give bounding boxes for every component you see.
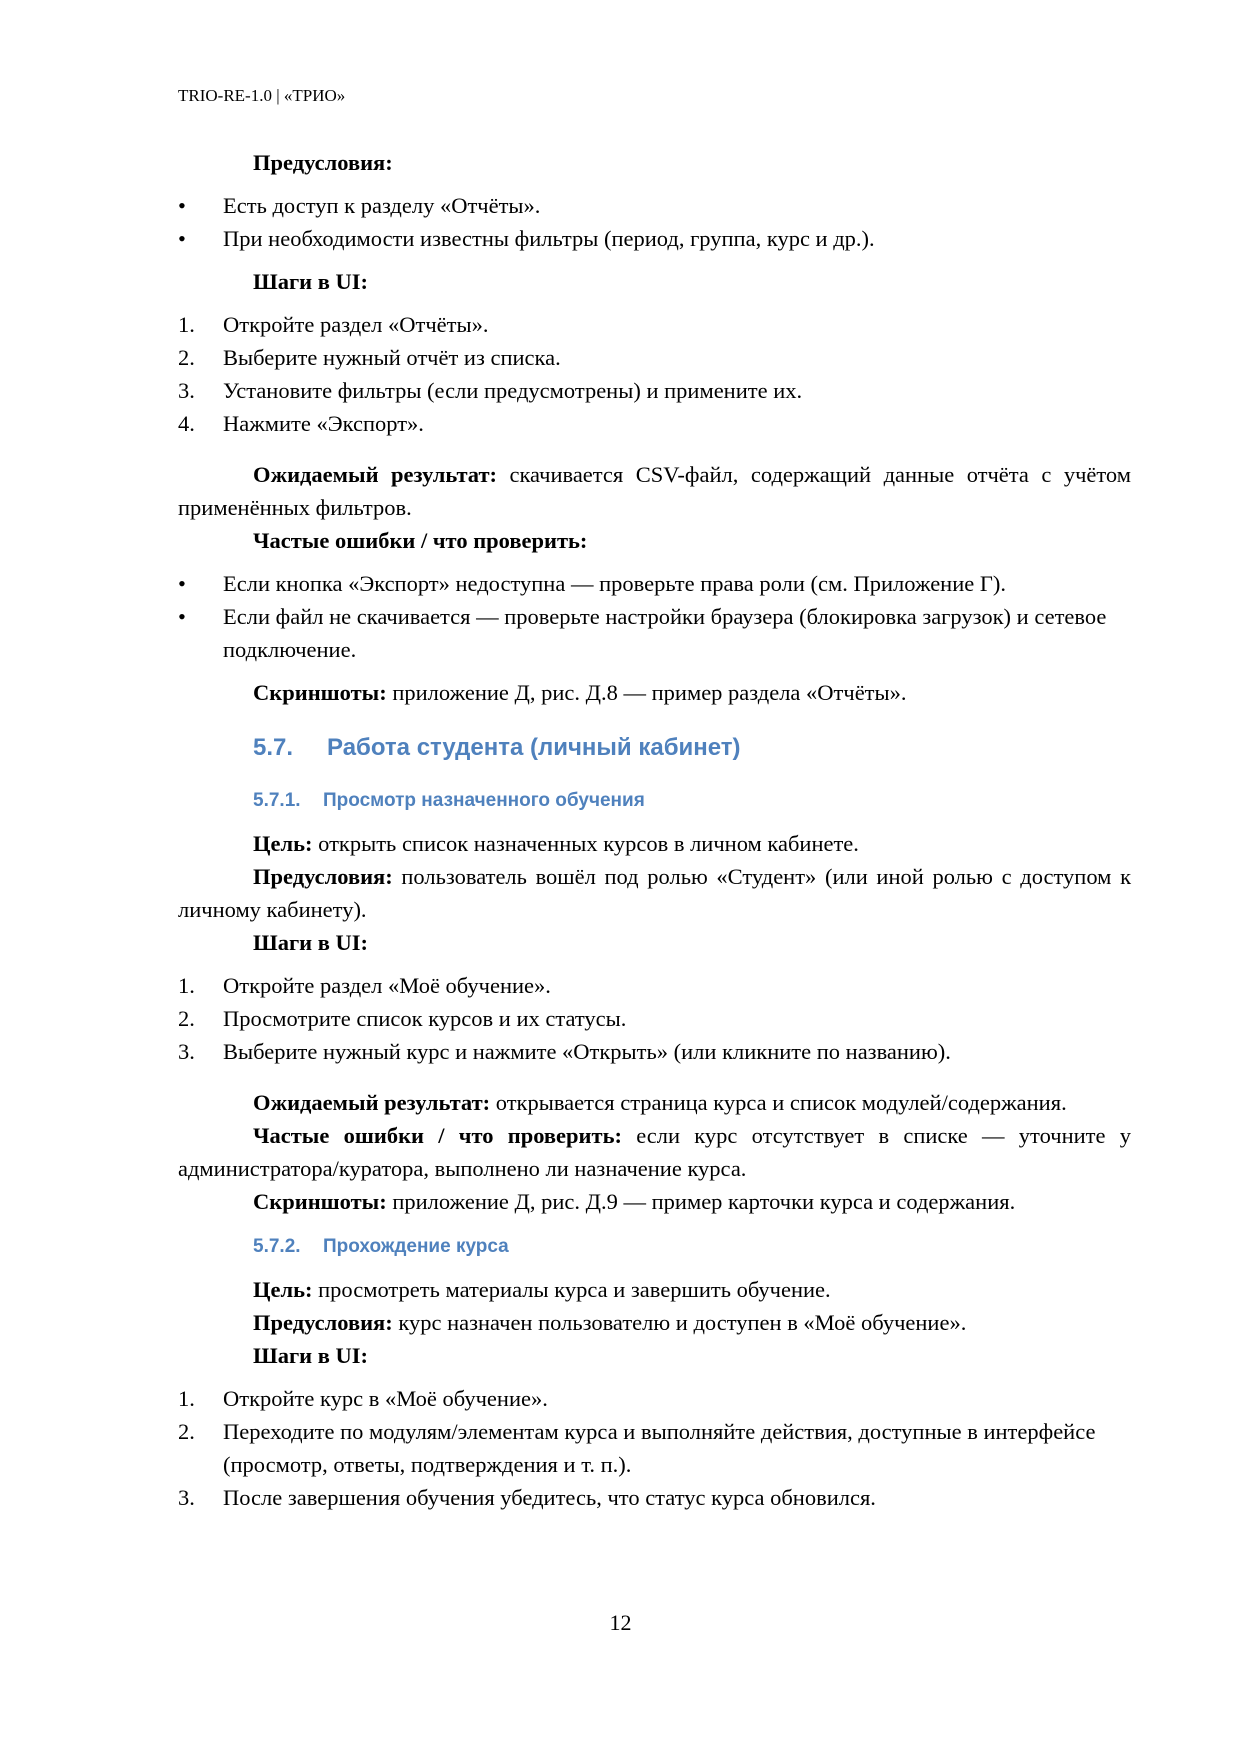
list-item: • При необходимости известны фильтры (период, группа, курс и др.). bbox=[178, 222, 1131, 255]
list-item: • Если файл не скачивается — проверьте настройки браузера (блокировка загрузок) и сетевое подключение. bbox=[178, 600, 1131, 666]
bullet-icon: • bbox=[178, 571, 186, 596]
steps-list bbox=[178, 1382, 1131, 1514]
list-item: 1. Откройте курс в «Моё обучение». bbox=[178, 1386, 548, 1411]
list-item: 2. Выберите нужный отчёт из списка. bbox=[178, 345, 561, 370]
screenshots-ref: Скриншоты: приложение Д, рис. Д.9 — пример карточки курса и содержания. bbox=[253, 1189, 1016, 1214]
expected-result: Ожидаемый результат: скачивается CSV-файл, содержащий данные отчёта с учётом применённых фильтров. bbox=[178, 462, 1131, 520]
steps-label: Шаги в UI: bbox=[253, 930, 369, 955]
section-heading-5-7: 5.7. Работа студента (личный кабинет) bbox=[253, 734, 741, 761]
section-heading-5-7-2: 5.7.2. Прохождение курса bbox=[253, 1236, 509, 1257]
page-number: 12 bbox=[609, 1610, 632, 1635]
page-header: TRIO-RE-1.0 | «ТРИО» bbox=[178, 86, 346, 105]
page-body bbox=[178, 146, 1131, 1514]
list-item: 2. Переходите по модулям/элементам курса и выполняйте действия, доступные в интерфейсе (просмотр, ответы, подтверждения и т. п.). bbox=[178, 1419, 1096, 1477]
list-item: 2. Просмотрите список курсов и их статусы. bbox=[178, 1006, 627, 1031]
list-item: • Есть доступ к разделу «Отчёты». bbox=[178, 189, 1131, 222]
preconditions: Предусловия: пользователь вошёл под ролью «Студент» (или иной ролью с доступом к личному кабинету). bbox=[178, 864, 1131, 922]
bullet-icon: • bbox=[178, 226, 186, 251]
screenshots-ref: Скриншоты: приложение Д, рис. Д.8 — пример раздела «Отчёты». bbox=[253, 680, 907, 705]
list-item: 3. Установите фильтры (если предусмотрены) и примените их. bbox=[178, 378, 803, 403]
section-heading-5-7-1: 5.7.1. Просмотр назначенного обучения bbox=[253, 790, 645, 811]
errors-list bbox=[178, 567, 1131, 666]
list-item: 4. Нажмите «Экспорт». bbox=[178, 411, 424, 436]
goal: Цель: просмотреть материалы курса и завершить обучение. bbox=[253, 1277, 831, 1302]
list-item: 1. Откройте раздел «Отчёты». bbox=[178, 312, 489, 337]
list-item: 3. Выберите нужный курс и нажмите «Открыть» (или кликните по названию). bbox=[178, 1039, 951, 1064]
goal: Цель: открыть список назначенных курсов в личном кабинете. bbox=[253, 831, 859, 856]
bullet-icon: • bbox=[178, 604, 186, 629]
expected-result: Ожидаемый результат: открывается страница курса и список модулей/содержания. bbox=[253, 1090, 1067, 1115]
steps-label: Шаги в UI: bbox=[253, 1343, 369, 1368]
preconditions-label: Предусловия: bbox=[253, 150, 393, 175]
steps-list bbox=[178, 969, 1131, 1068]
bullet-icon: • bbox=[178, 193, 186, 218]
preconditions: Предусловия: курс назначен пользователю и доступен в «Моё обучение». bbox=[253, 1310, 967, 1335]
preconditions-list bbox=[178, 189, 1131, 255]
list-item: • Если кнопка «Экспорт» недоступна — проверьте права роли (см. Приложение Г). bbox=[178, 567, 1131, 600]
list-item: 3. После завершения обучения убедитесь, что статус курса обновился. bbox=[178, 1485, 876, 1510]
steps-list bbox=[178, 308, 1131, 440]
common-errors: Частые ошибки / что проверить: если курс отсутствует в списке — уточните у администратора/куратора, выполнено ли назначение курса. bbox=[178, 1123, 1131, 1181]
steps-label: Шаги в UI: bbox=[253, 269, 369, 294]
errors-label: Частые ошибки / что проверить: bbox=[253, 528, 588, 553]
list-item: 1. Откройте раздел «Моё обучение». bbox=[178, 973, 551, 998]
